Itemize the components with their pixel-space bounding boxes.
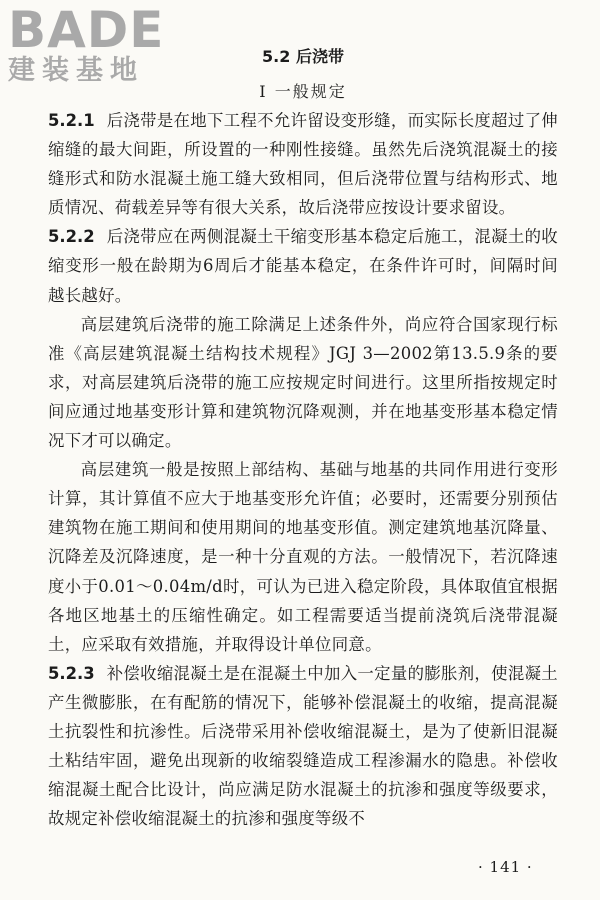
clause-number: 5.2.1 — [48, 111, 95, 130]
logo-wordmark: BADE — [8, 1, 165, 59]
clause-5-2-2 — [48, 222, 558, 309]
document-page — [48, 44, 558, 833]
clause-5-2-3 — [48, 659, 558, 834]
clause-text: 补偿收缩混凝土是在混凝土中加入一定量的膨胀剂，使混凝土产生微膨胀，在有配筋的情况下，能够补偿混凝土的收缩，提高混凝土抗裂性和抗渗性。后浇带采用补偿收缩混凝土，是为了使新旧混凝土粘结牢固，避免出现新的收缩裂缝造成工程渗漏水的隐患。补偿收缩混凝土配合比设计，尚应满足防水混凝土的抗渗和强度等级要求，故规定补偿收缩混凝土的抗渗和强度等级不 — [48, 663, 558, 829]
paragraph-high-rise-construction: 高层建筑后浇带的施工除满足上述条件外，尚应符合国家现行标准《高层建筑混凝土结构技术规程》JGJ 3—2002第13.5.9条的要求，对高层建筑后浇带的施工应按规定时间进行。这里所指按规定时间应通过地基变形计算和建筑物沉降观测，并在地基变形基本稳定情况下才可以确定。 — [48, 314, 558, 451]
section-subtitle: Ⅰ 一般规定 — [259, 82, 347, 101]
paragraph-settlement: 高层建筑一般是按照上部结构、基础与地基的共同作用进行变形计算，其计算值不应大于地基变形允许值；必要时，还需要分别预估建筑物在施工期间和使用期间的地基变形值。测定建筑地基沉降量、沉降差及沉降速度，是一种十分直观的方法。一般情况下，若沉降速度小于0.01～0.04m/d时，可认为已进入稳定阶段，具体取值宜根据各地区地基土的压缩性确定。如工程需要适当提前浇筑后浇带混凝土，应采取有效措施，并取得设计单位同意。 — [48, 460, 558, 654]
section-title: 5.2 后浇带 — [262, 47, 344, 66]
clause-number: 5.2.2 — [48, 227, 95, 247]
clause-text: 后浇带应在两侧混凝土干缩变形基本稳定后施工，混凝土的收缩变形一般在龄期为6周后才能基本稳定，在条件许可时，间隔时间越长越好。 — [48, 227, 558, 305]
clause-number: 5.2.3 — [48, 663, 95, 683]
logo-tagline: 建装基地 — [8, 55, 144, 86]
clause-text: 后浇带是在地下工程不允许留设变形缝，而实际长度超过了伸缩缝的最大间距，所设置的一种刚性接缝。虽然先后浇筑混凝土的接缝形式和防水混凝土施工缝大致相同，但后浇带位置与结构形式、地质情况、荷载差异等有很大关系，故后浇带应按设计要求留设。 — [48, 111, 558, 218]
page-number: · 141 · — [478, 858, 533, 876]
clause-5-2-1 — [48, 106, 558, 222]
